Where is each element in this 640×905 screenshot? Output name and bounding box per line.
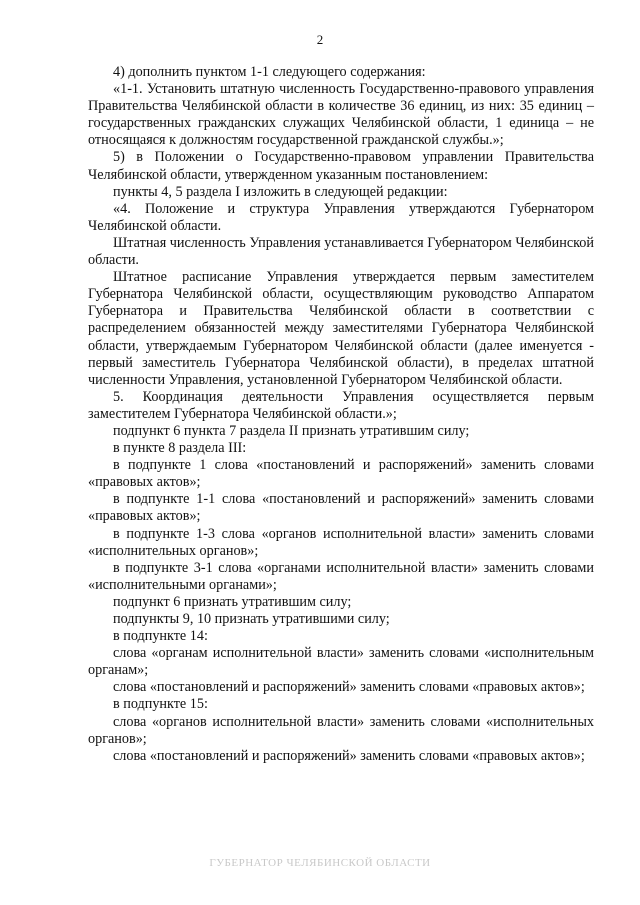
paragraph-staff-schedule: Штатное расписание Управления утверждается первым заместителем Губернатора Челябинской области, осуществляющим руководство Аппаратом Губернатора и Правительства Челябинской области в соответствии с распределением обязанностей между заместителями Губернатора Челябинской области, утверждаемым Губернатором Челябинской области (далее именуется - первый заместитель Губернатора Челябинской области), в пределах штатной численности Управления, установленной Губернатором Челябинской области. bbox=[88, 269, 594, 388]
paragraph-subpoint-15-words-1: слова «органов исполнительной власти» заменить словами «исполнительных органов»; bbox=[88, 713, 594, 747]
paragraph-subpoint-14: в подпункте 14: bbox=[113, 628, 208, 645]
paragraph-subpoint-3-1: в подпункте 3-1 слова «органами исполнительной власти» заменить словами «исполнительными органами»; bbox=[88, 559, 594, 593]
paragraph-points-4-5: пункты 4, 5 раздела I изложить в следующей редакции: bbox=[113, 183, 448, 200]
paragraph-subpoint-15-words-2: слова «постановлений и распоряжений» заменить словами «правовых актов»; bbox=[113, 747, 585, 764]
footer-watermark-stamp: ГУБЕРНАТОР ЧЕЛЯБИНСКОЙ ОБЛАСТИ bbox=[209, 857, 431, 869]
paragraph-subpoint-15: в подпункте 15: bbox=[113, 696, 208, 713]
paragraph-subpoint-6-void: подпункт 6 признать утратившим силу; bbox=[113, 593, 352, 610]
paragraph-subpoints-9-10: подпункты 9, 10 признать утратившими силу; bbox=[113, 611, 390, 627]
quote-paragraph-1-1: «1-1. Установить штатную численность Государственно-правового управления Правительства Челябинской области в количестве 36 единиц, из них: 35 единиц – государственных гражданских служащих Челябинской области, 1 единица – не относящаяся к должностям государственной гражданской службы.»; bbox=[88, 81, 594, 149]
paragraph-subpoint-1-3: в подпункте 1-3 слова «органов исполнительной власти» заменить словами «исполнительных органов»; bbox=[88, 525, 594, 559]
quote-paragraph-4: «4. Положение и структура Управления утверждаются Губернатором Челябинской области. bbox=[88, 200, 594, 234]
paragraph-subpoint-14-words-1: слова «органам исполнительной власти» заменить словами «исполнительным органам»; bbox=[88, 645, 594, 679]
paragraph-item-4: 4) дополнить пунктом 1-1 следующего содержания: bbox=[113, 64, 426, 80]
paragraph-subpoint-14-words-2: слова «постановлений и распоряжений» заменить словами «правовых актов»; bbox=[113, 679, 585, 696]
paragraph-staff-count: Штатная численность Управления устанавливается Губернатором Челябинской области. bbox=[88, 234, 594, 269]
paragraph-subpoint-6: подпункт 6 пункта 7 раздела II признать утратившим силу; bbox=[113, 422, 470, 439]
paragraph-point-8: в пункте 8 раздела III: bbox=[113, 440, 247, 457]
paragraph-subpoint-1: в подпункте 1 слова «постановлений и распоряжений» заменить словами «правовых актов»; bbox=[88, 457, 594, 491]
paragraph-item-5: 5) в Положении о Государственно-правовом управлении Правительства Челябинской области, утвержденном указанным постановлением: bbox=[88, 149, 594, 183]
document-body bbox=[88, 64, 594, 765]
page-number: 2 bbox=[316, 32, 324, 47]
paragraph-subpoint-1-1: в подпункте 1-1 слова «постановлений и распоряжений» заменить словами «правовых актов»; bbox=[88, 491, 594, 525]
quote-paragraph-5: 5. Координация деятельности Управления осуществляется первым заместителем Губернатора Челябинской области.»; bbox=[88, 388, 594, 422]
